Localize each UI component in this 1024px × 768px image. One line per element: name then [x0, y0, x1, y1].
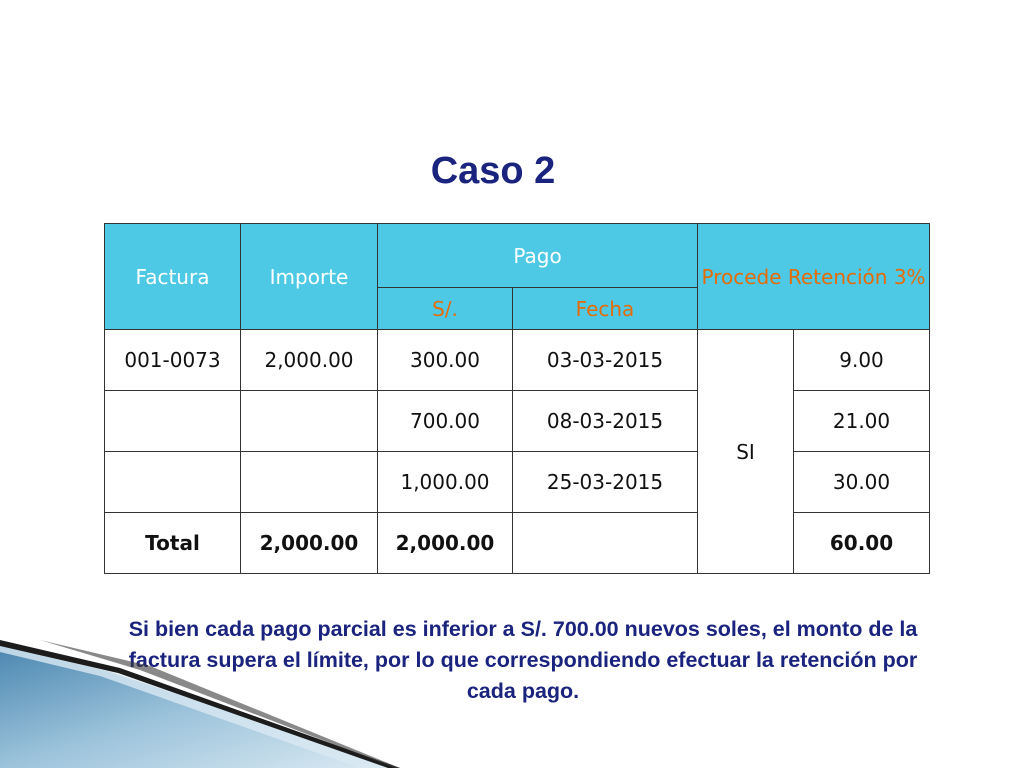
- cell-fecha: 03-03-2015: [513, 330, 698, 391]
- cell-total-retencion: 60.00: [794, 513, 930, 574]
- cell-total-importe: 2,000.00: [241, 513, 378, 574]
- cell-retencion: 21.00: [794, 391, 930, 452]
- header-row: [105, 224, 930, 288]
- header-monto: S/.: [378, 288, 513, 330]
- explanation-note: Si bien cada pago parcial es inferior a S/. 700.00 nuevos soles, el monto de la factura supera el límite, por lo que correspondiendo efectuar la retención por cada pago.: [128, 617, 918, 703]
- table-row: [105, 452, 930, 513]
- cell-importe: [241, 452, 378, 513]
- table-row: [105, 391, 930, 452]
- cell-pago: 1,000.00: [378, 452, 513, 513]
- cell-total-label: Total: [105, 513, 241, 574]
- cell-importe: [241, 391, 378, 452]
- cell-pago: 300.00: [378, 330, 513, 391]
- cell-total-fecha: [513, 513, 698, 574]
- total-row: [105, 513, 930, 574]
- cell-fecha: 08-03-2015: [513, 391, 698, 452]
- cell-pago: 700.00: [378, 391, 513, 452]
- cell-factura: [105, 452, 241, 513]
- cell-procede: SI: [698, 330, 794, 574]
- header-factura: Factura: [105, 224, 241, 330]
- header-procede-retencion: Procede Retención 3%: [698, 224, 930, 330]
- header-importe: Importe: [241, 224, 378, 330]
- cell-fecha: 25-03-2015: [513, 452, 698, 513]
- table-row: [105, 330, 930, 391]
- retention-table: [104, 223, 930, 574]
- slide-title: Caso 2: [430, 150, 556, 192]
- cell-importe: 2,000.00: [241, 330, 378, 391]
- header-pago: Pago: [378, 224, 698, 288]
- decorative-swoosh: [0, 600, 420, 768]
- cell-total-pago: 2,000.00: [378, 513, 513, 574]
- header-fecha: Fecha: [513, 288, 698, 330]
- cell-factura: [105, 391, 241, 452]
- cell-factura: 001-0073: [105, 330, 241, 391]
- cell-retencion: 30.00: [794, 452, 930, 513]
- cell-retencion: 9.00: [794, 330, 930, 391]
